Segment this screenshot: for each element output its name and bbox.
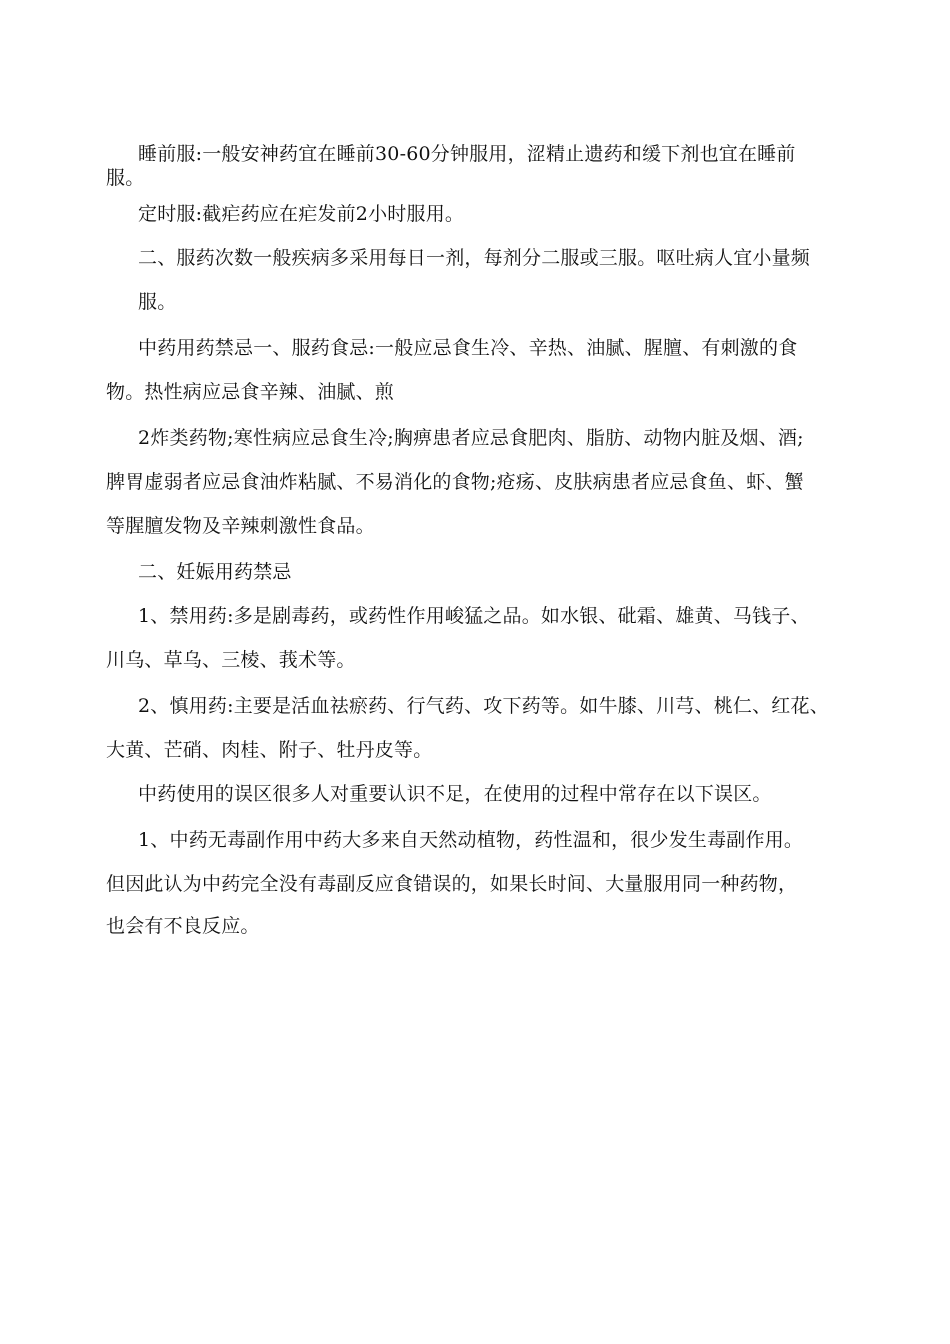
- text-line-11: 二、妊娠用药禁忌: [138, 561, 292, 583]
- text-line-2: 服。: [106, 167, 145, 189]
- text-line-8: 2炸类药物;寒性病应忌食生冷;胸痹患者应忌食肥肉、脂肪、动物内脏及烟、酒;: [138, 427, 804, 449]
- text-line-13: 川乌、草乌、三棱、莪术等。: [106, 649, 356, 671]
- text-line-12: 1、禁用药:多是剧毒药，或药性作用峻猛之品。如水银、砒霜、雄黄、马钱子、: [138, 605, 810, 627]
- text-line-9: 脾胃虚弱者应忌食油炸粘腻、不易消化的食物;疮疡、皮肤病患者应忌食鱼、虾、蟹: [106, 471, 804, 493]
- text-line-3: 定时服:截疟药应在疟发前2小时服用。: [138, 203, 465, 225]
- text-line-7: 物。热性病应忌食辛辣、油腻、煎: [106, 381, 395, 403]
- text-line-1: 睡前服:一般安神药宜在睡前30-60分钟服用，涩精止遗药和缓下剂也宜在睡前: [138, 143, 796, 165]
- text-line-10: 等腥膻发物及辛辣刺激性食品。: [106, 515, 375, 537]
- text-line-19: 也会有不良反应。: [106, 915, 260, 937]
- text-line-4: 二、服药次数一般疾病多采用每日一剂，每剂分二服或三服。呕吐病人宜小量频: [138, 247, 811, 269]
- text-line-16: 中药使用的误区很多人对重要认识不足，在使用的过程中常存在以下误区。: [138, 783, 772, 805]
- text-line-6: 中药用药禁忌一、服药食忌:一般应忌食生冷、辛热、油腻、腥膻、有刺激的食: [138, 337, 798, 359]
- text-line-18: 但因此认为中药完全没有毒副反应食错误的，如果长时间、大量服用同一种药物，: [106, 873, 798, 895]
- text-line-17: 1、中药无毒副作用中药大多来自天然动植物，药性温和，很少发生毒副作用。: [138, 829, 804, 851]
- text-line-5: 服。: [138, 291, 177, 313]
- text-line-15: 大黄、芒硝、肉桂、附子、牡丹皮等。: [106, 739, 433, 761]
- text-line-14: 2、慎用药:主要是活血祛瘀药、行气药、攻下药等。如牛膝、川芎、桃仁、红花、: [138, 695, 829, 717]
